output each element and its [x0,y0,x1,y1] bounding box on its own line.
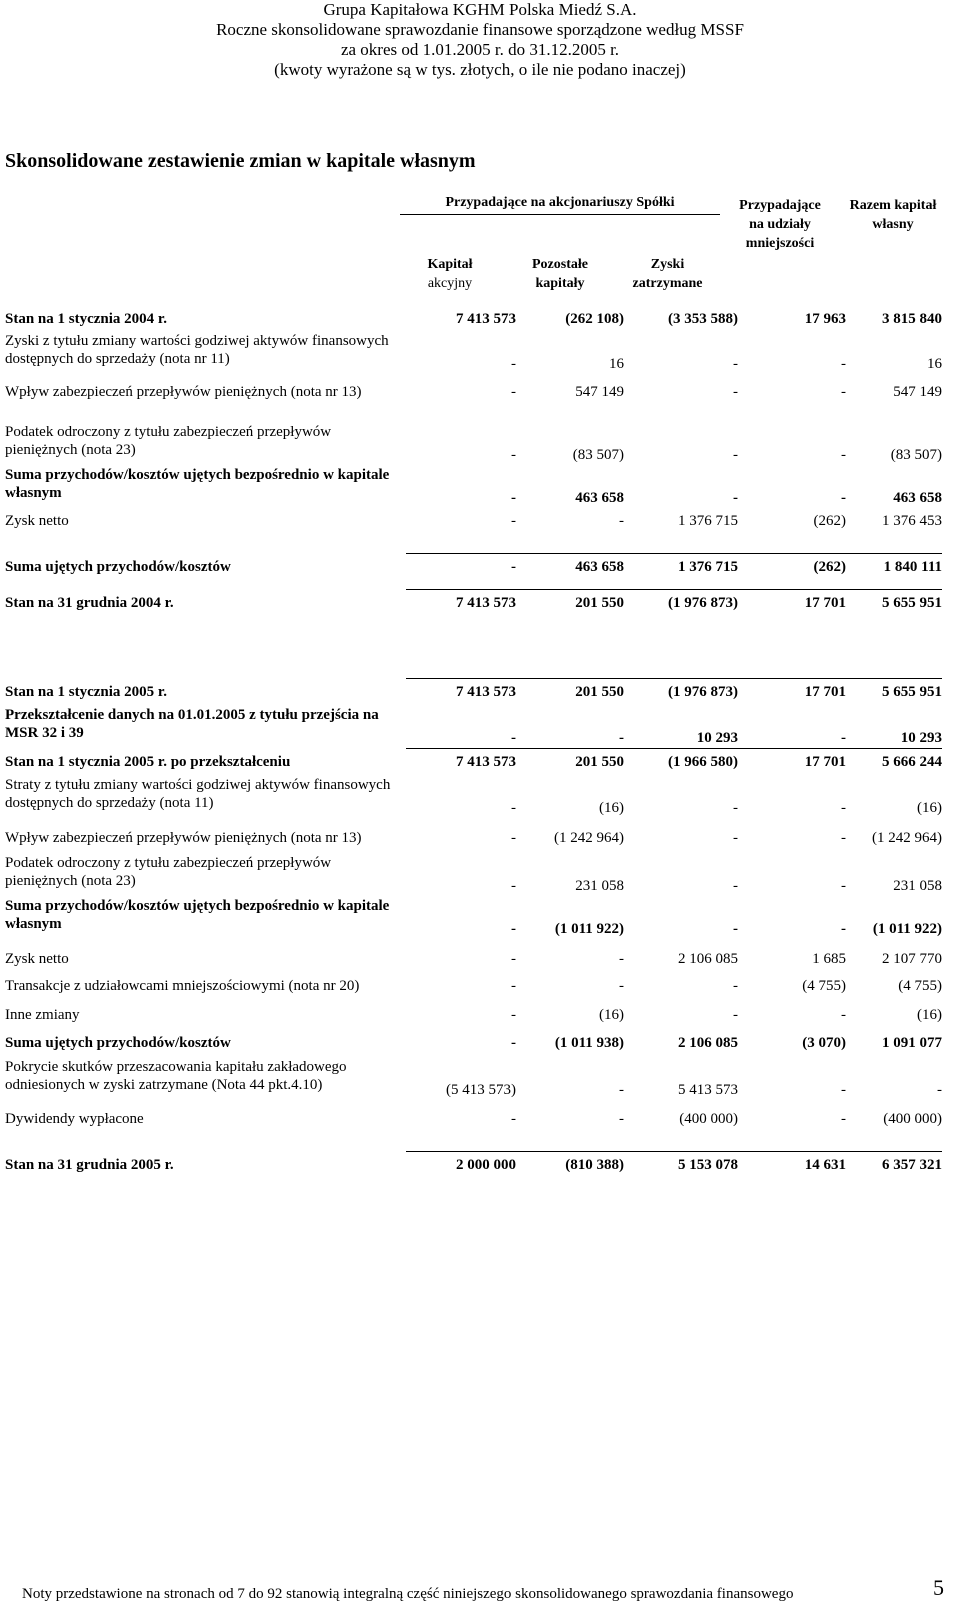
row-value: 1 376 453 [882,513,942,529]
row-value: - [619,730,624,746]
row-value: 6 357 321 [882,1157,942,1173]
row-value: - [733,1007,738,1023]
row-value: 231 058 [893,878,942,894]
row-value: 16 [609,356,624,372]
row-value: - [841,356,846,372]
row-value: 16 [927,356,942,372]
row-label: Stan na 31 grudnia 2004 r. [5,595,174,611]
column-header-retained-earnings [625,255,710,293]
row-value: - [841,878,846,894]
column-header-total-equity [838,196,948,234]
row-value: 17 701 [804,684,846,700]
row-value: 547 149 [575,384,624,400]
row-value: - [511,447,516,463]
column-header-line: Pozostałe [532,257,588,272]
row-value: - [733,490,738,506]
row-value: (4 755) [802,978,846,994]
row-label: Przekształcenie danych na 01.01.2005 z tytułu przejścia na MSR 32 i 39 [5,707,379,741]
row-value: 463 658 [575,559,624,575]
row-label: Stan na 1 stycznia 2005 r. [5,684,167,700]
row-value: 1 376 715 [678,559,738,575]
row-value: - [511,356,516,372]
row-value: 2 106 085 [678,1035,738,1051]
row-value: 17 701 [804,595,846,611]
row-value: (5 413 573) [446,1082,516,1098]
row-value: - [619,978,624,994]
row-value: 7 413 573 [456,754,516,770]
footer-note: Noty przedstawione na stronach od 7 do 92 stanowią integralną część niniejszego skonsolidowanego sprawozdania finansowego [22,1586,794,1602]
document-header [0,0,960,80]
page-number: 5 [933,1575,944,1600]
row-value: 201 550 [575,754,624,770]
column-header-line: Razem kapitał [849,198,937,213]
row-label: Zyski z tytułu zmiany wartości godziwej aktywów finansowych dostępnych do sprzedaży (nota nr 11) [5,333,389,367]
row-value: 1 091 077 [882,1035,942,1051]
row-top-rule [406,748,942,749]
header-period: za okres od 1.01.2005 r. do 31.12.2005 r. [340,40,620,59]
row-label: Stan na 31 grudnia 2005 r. [5,1157,174,1173]
header-company: Grupa Kapitałowa KGHM Polska Miedź S.A. [323,0,637,19]
row-value: - [511,921,516,937]
row-value: - [511,951,516,967]
row-top-rule [406,589,942,590]
row-value: 201 550 [575,595,624,611]
column-header-line: na udziały [749,217,811,232]
row-value: (262) [813,559,846,575]
row-value: - [619,1111,624,1127]
row-value: - [841,730,846,746]
row-top-rule [406,1151,942,1152]
row-value: (810 388) [565,1157,624,1173]
row-value: - [619,513,624,529]
row-value: 5 655 951 [882,684,942,700]
row-value: - [511,1111,516,1127]
row-label: Podatek odroczony z tytułu zabezpieczeń przepływów pieniężnych (nota 23) [5,855,332,889]
row-value: (16) [917,1007,942,1023]
row-value: (4 755) [898,978,942,994]
row-value: - [841,490,846,506]
row-value: - [511,1035,516,1051]
row-value: - [733,384,738,400]
row-label: Dywidendy wypłacone [5,1111,144,1127]
row-value: - [511,559,516,575]
row-value: (3 353 588) [668,311,738,327]
row-label: Inne zmiany [5,1007,80,1023]
row-value: - [733,878,738,894]
row-label: Suma przychodów/kosztów ujętych bezpośrednio w kapitale własnym [5,898,390,932]
row-label: Wpływ zabezpieczeń przepływów pieniężnych (nota nr 13) [5,830,362,846]
row-value: 2 000 000 [456,1157,516,1173]
column-header-share-capital [410,255,490,293]
header-units-note: (kwoty wyrażone są w tys. złotych, o ile nie podano inaczej) [274,60,686,79]
row-value: 5 153 078 [678,1157,738,1173]
column-header-other-capital [515,255,605,293]
row-value: (1 976 873) [668,595,738,611]
row-value: 2 107 770 [882,951,942,967]
row-value: (16) [599,800,624,816]
row-value: 5 666 244 [882,754,942,770]
row-value: (1 242 964) [872,830,942,846]
column-header-line: własny [872,217,914,232]
row-label: Wpływ zabezpieczeń przepływów pieniężnych (nota nr 13) [5,384,362,400]
header-report-title: Roczne skonsolidowane sprawozdanie finansowe sporządzone według MSSF [216,20,744,39]
row-value: (400 000) [679,1111,738,1127]
row-value: 1 840 111 [883,559,942,575]
column-header-line: Kapitał [427,257,473,272]
row-value: (1 011 922) [872,921,942,937]
row-value: - [841,384,846,400]
row-label: Straty z tytułu zmiany wartości godziwej aktywów finansowych dostępnych do sprzedaży (nota 11) [5,777,391,811]
row-value: (83 507) [890,447,942,463]
row-label: Zysk netto [5,951,69,967]
row-value: - [841,1082,846,1098]
row-value: (16) [917,800,942,816]
row-value: (1 011 938) [554,1035,624,1051]
row-value: 547 149 [893,384,942,400]
row-value: - [841,800,846,816]
statement-title: Skonsolidowane zestawienie zmian w kapitale własnym [5,150,476,172]
row-value: (1 242 964) [554,830,624,846]
row-value: - [511,384,516,400]
group-header-rule [400,214,720,215]
row-value: - [841,830,846,846]
row-value: - [733,978,738,994]
row-value: (1 976 873) [668,684,738,700]
column-header-line: mniejszości [745,236,815,251]
row-label: Suma przychodów/kosztów ujętych bezpośrednio w kapitale własnym [5,467,390,501]
row-value: - [511,800,516,816]
row-label: Stan na 1 stycznia 2005 r. po przekształceniu [5,754,291,770]
row-value: 17 701 [804,754,846,770]
row-label: Suma ujętych przychodów/kosztów [5,1035,231,1051]
column-header-line: zatrzymane [632,276,703,291]
row-value: (3 070) [802,1035,846,1051]
row-value: - [619,951,624,967]
row-value: - [841,447,846,463]
row-value: (262) [813,513,846,529]
row-value: (1 966 580) [668,754,738,770]
row-value: - [511,513,516,529]
row-value: - [511,730,516,746]
row-label: Pokrycie skutków przeszacowania kapitału zakładowego odniesionych w zyski zatrzymane (Nota 44 pkt.4.10) [5,1059,347,1093]
row-label: Transakcje z udziałowcami mniejszościowymi (nota nr 20) [5,978,360,994]
row-value: - [511,830,516,846]
row-label: Zysk netto [5,513,69,529]
row-value: - [733,447,738,463]
row-value: 5 413 573 [678,1082,738,1098]
row-label: Suma ujętych przychodów/kosztów [5,559,231,575]
row-value: 231 058 [575,878,624,894]
row-value: 463 658 [575,490,624,506]
column-header-line: kapitały [535,276,585,291]
row-value: 463 658 [893,490,942,506]
row-value: 17 963 [804,311,846,327]
row-value: - [511,878,516,894]
row-value: - [733,356,738,372]
column-header-line: akcyjny [427,276,473,291]
row-value: - [841,1007,846,1023]
row-value: 14 631 [804,1157,846,1173]
row-label: Stan na 1 stycznia 2004 r. [5,311,167,327]
row-value: (83 507) [572,447,624,463]
row-value: 10 293 [696,730,738,746]
row-value: (400 000) [883,1111,942,1127]
row-value: (16) [599,1007,624,1023]
column-group-header: Przypadające na akcjonariuszy Spółki [445,195,675,210]
row-value: 5 655 951 [882,595,942,611]
row-value: (1 011 922) [554,921,624,937]
row-value: - [511,978,516,994]
row-value: 201 550 [575,684,624,700]
column-header-line: Przypadające [739,198,821,213]
row-value: 7 413 573 [456,684,516,700]
row-value: - [937,1082,942,1098]
row-value: 1 685 [812,951,846,967]
row-top-rule [406,678,942,679]
column-header-minority-interest [730,196,830,253]
row-value: - [511,1007,516,1023]
row-value: 1 376 715 [678,513,738,529]
row-value: - [841,921,846,937]
row-value: 10 293 [900,730,942,746]
row-value: - [733,921,738,937]
row-value: 7 413 573 [456,595,516,611]
row-value: (262 108) [565,311,624,327]
row-value: 7 413 573 [456,311,516,327]
row-top-rule [406,553,942,554]
row-label: Podatek odroczony z tytułu zabezpieczeń przepływów pieniężnych (nota 23) [5,424,332,458]
column-header-line: Zyski [650,257,685,272]
row-value: - [733,800,738,816]
row-value: 2 106 085 [678,951,738,967]
row-value: - [841,1111,846,1127]
row-value: - [511,490,516,506]
row-value: - [733,830,738,846]
row-value: 3 815 840 [882,311,942,327]
row-value: - [619,1082,624,1098]
